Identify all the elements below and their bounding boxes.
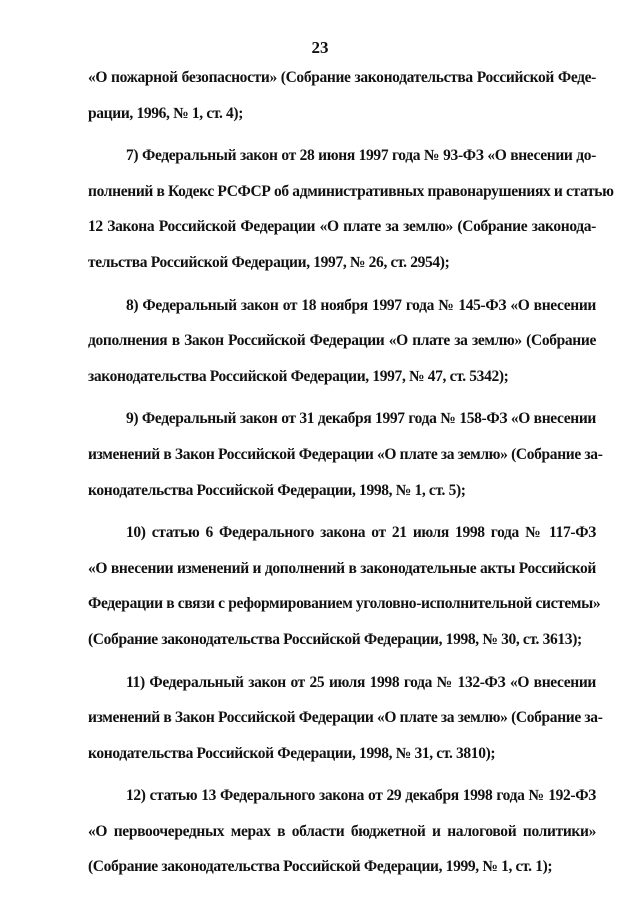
text-line: конодательства Российской Федерации, 1998, № 1, ст. 5);: [88, 481, 466, 499]
list-item-11: [88, 665, 603, 772]
text-line: рации, 1996, № 1, ст. 4);: [88, 104, 244, 122]
text-line: дополнения в Закон Российской Федерации «О плате за землю» (Собрание: [88, 332, 596, 350]
page-number: 23: [311, 38, 329, 57]
text-line: «О пожарной безопасности» (Собрание законодательства Российской Феде-: [88, 69, 596, 86]
list-item-10: [88, 515, 601, 657]
list-item-12: [88, 778, 596, 885]
text-line: (Собрание законодательства Российской Федерации, 1999, № 1, ст. 1);: [88, 858, 553, 876]
text-line: тельства Российской Федерации, 1997, № 26, ст. 2954);: [88, 253, 450, 271]
text-line: 9) Федеральный закон от 31 декабря 1997 года № 158-ФЗ «О внесении: [126, 410, 596, 428]
text-line: изменений в Закон Российской Федерации «О плате за землю» (Собрание за-: [88, 709, 603, 727]
text-line: «О внесении изменений и дополнений в законодательные акты Российской: [88, 559, 596, 577]
text-line: 10) статью 6 Федерального закона от 21 июля 1998 года № 117-ФЗ: [126, 524, 596, 542]
text-line: 7) Федеральный закон от 28 июня 1997 года № 93-ФЗ «О внесении до-: [126, 147, 596, 165]
text-line: законодательства Российской Федерации, 1997, № 47, ст. 5342);: [88, 367, 509, 385]
list-item-7: [88, 138, 614, 280]
document-body: [88, 60, 614, 885]
text-line: 8) Федеральный закон от 18 ноября 1997 года № 145-ФЗ «О внесении: [126, 296, 596, 314]
text-line: Федерации в связи с реформированием уголовно-исполнительной системы»: [88, 595, 601, 613]
paragraph-continuation: [88, 60, 596, 131]
text-line: (Собрание законодательства Российской Федерации, 1998, № 30, ст. 3613);: [88, 630, 582, 648]
text-line: 12) статью 13 Федерального закона от 29 декабря 1998 года № 192-ФЗ: [126, 787, 596, 805]
text-line: 11) Федеральный закон от 25 июля 1998 года № 132-ФЗ «О внесении: [126, 673, 596, 691]
text-line: 12 Закона Российской Федерации «О плате за землю» (Собрание законода-: [88, 218, 596, 236]
list-item-8: [88, 288, 596, 395]
text-line: полнений в Кодекс РСФСР об административных правонарушениях и статью: [88, 182, 614, 200]
text-line: «О первоочередных мерах в области бюджетной и налоговой политики»: [88, 822, 596, 840]
list-item-9: [88, 401, 603, 508]
text-line: конодательства Российской Федерации, 1998, № 31, ст. 3810);: [88, 744, 496, 762]
text-line: изменений в Закон Российской Федерации «О плате за землю» (Собрание за-: [88, 445, 603, 463]
